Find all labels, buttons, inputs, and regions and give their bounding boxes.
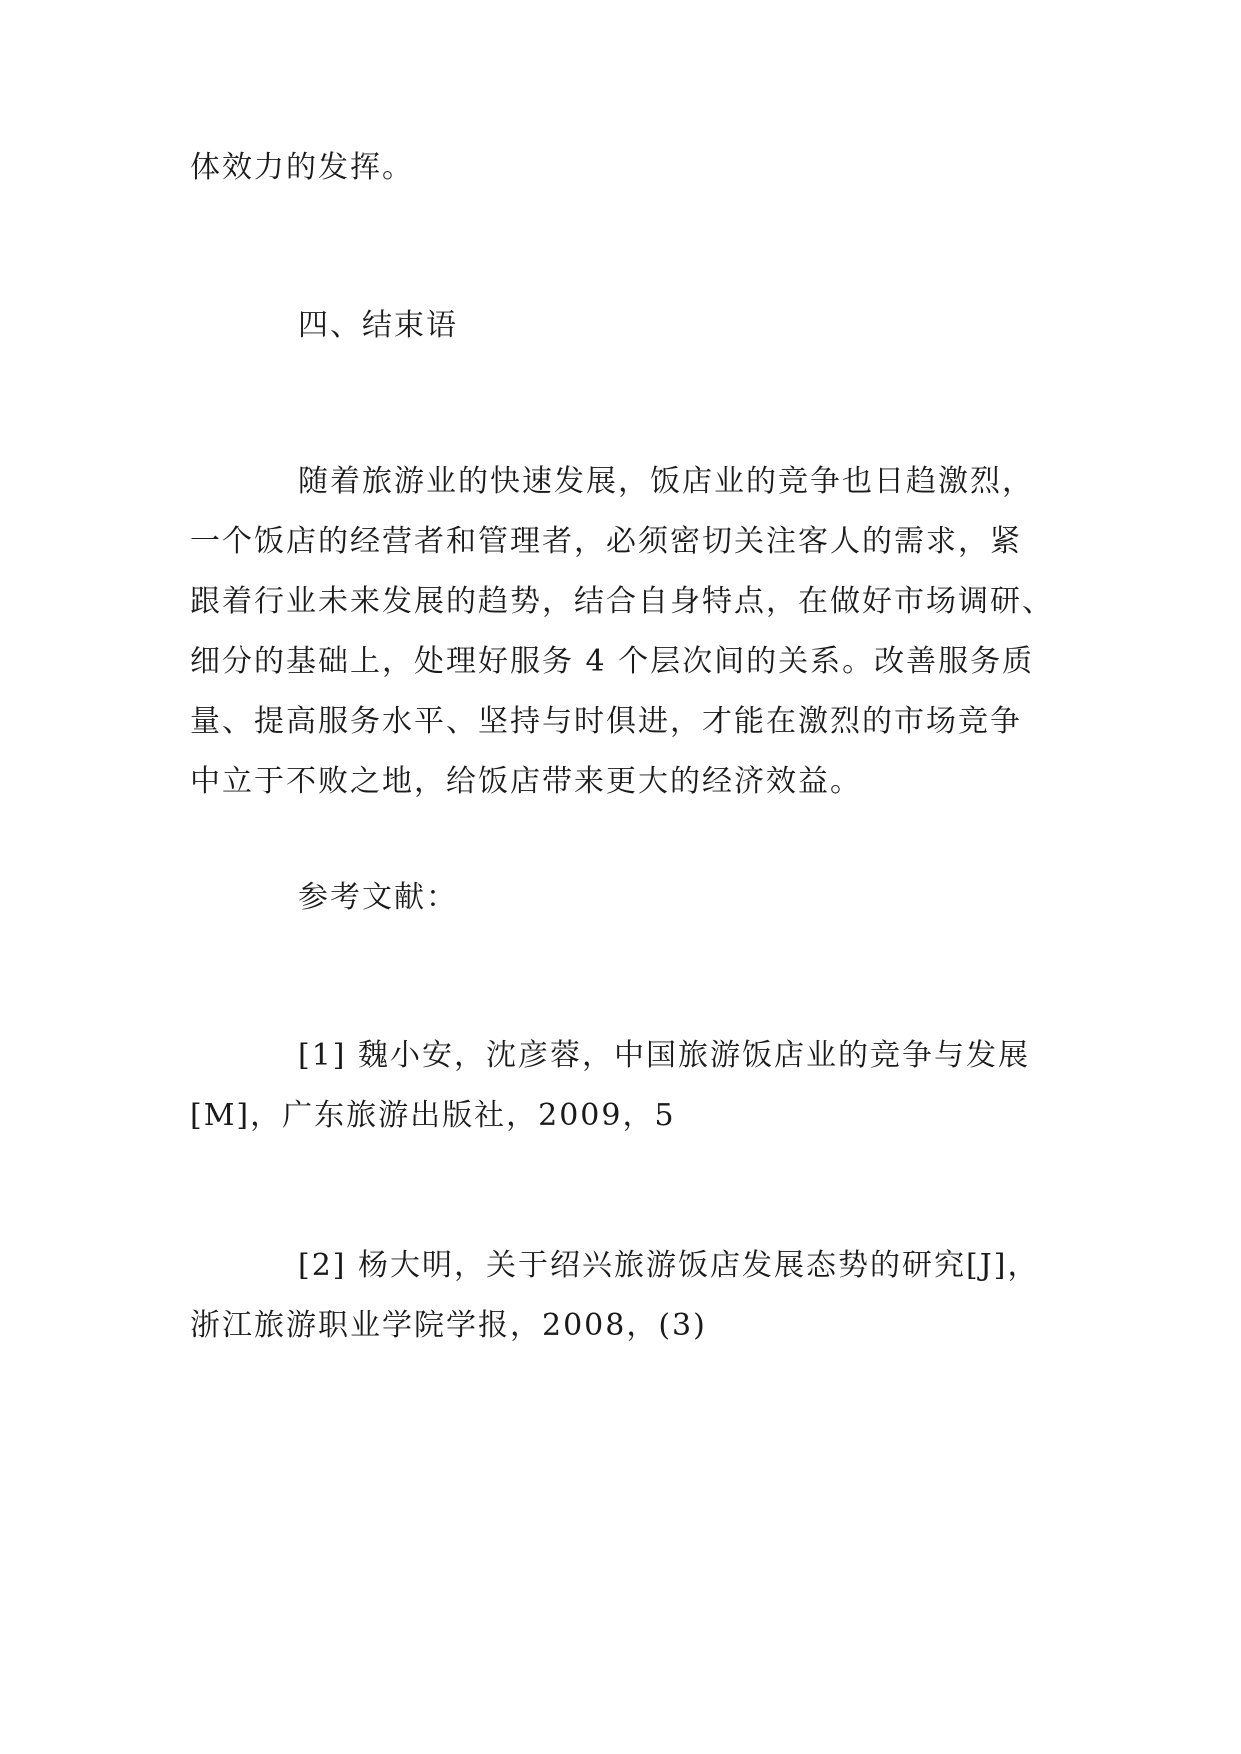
text-line: 细分的基础上，处理好服务 4 个层次间的关系。改善服务质: [190, 644, 1035, 679]
text-line: [2] 杨大明，关于绍兴旅游饭店发展态势的研究[J]，: [298, 1248, 1040, 1283]
text-line: 浙江旅游职业学院学报，2008，(3): [190, 1308, 707, 1343]
text-line: [M]，广东旅游出版社，2009，5: [190, 1098, 676, 1133]
reference-item-2: [190, 1236, 1070, 1356]
heading-text: 参考文献：: [298, 880, 458, 915]
reference-item-1: [190, 1026, 1070, 1146]
text-line: [1] 魏小安，沈彦蓉，中国旅游饭店业的竞争与发展: [298, 1038, 1031, 1073]
section-heading-conclusion: [190, 296, 1070, 356]
text-line: 量、提高服务水平、坚持与时俱进，才能在激烈的市场竞争: [190, 704, 1022, 739]
paragraph-conclusion: [190, 452, 1070, 812]
text-line: 一个饭店的经营者和管理者，必须密切关注客人的需求，紧: [190, 524, 1022, 559]
text-line: 跟着行业未来发展的趋势，结合自身特点，在做好市场调研、: [190, 584, 1054, 619]
heading-text: 四、结束语: [298, 308, 458, 343]
text-line: 随着旅游业的快速发展，饭店业的竞争也日趋激烈，: [298, 464, 1034, 499]
text-line: 中立于不败之地，给饭店带来更大的经济效益。: [190, 764, 862, 799]
section-heading-references: [190, 868, 1070, 928]
text-line: 体效力的发挥。: [190, 150, 414, 185]
paragraph-continuation: [190, 138, 1070, 198]
